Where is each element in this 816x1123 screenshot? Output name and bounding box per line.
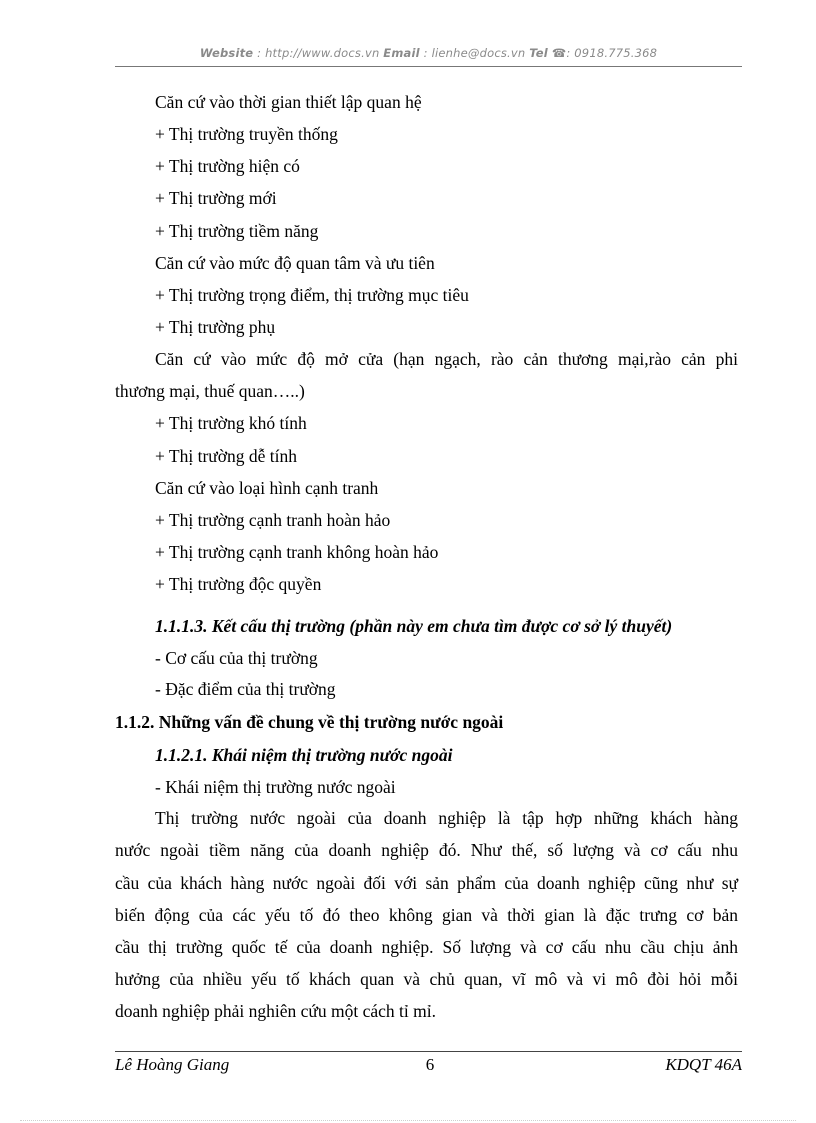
footer-class-code: KDQT 46A	[665, 1055, 742, 1074]
paragraph-line: Thị trường nước ngoài của doanh nghiệp là tập hợp những khách hàng	[155, 808, 738, 828]
page-header	[115, 46, 742, 60]
list-item: + Thị trường phụ	[155, 317, 276, 337]
list-item: + Thị trường khó tính	[155, 413, 307, 433]
paragraph-line: hưởng của nhiều yếu tố khách quan và chủ quan, vĩ mô và vi mô đòi hỏi mỗi	[115, 969, 738, 989]
paragraph-line: cầu thị trường quốc tế của doanh nghiệp. Số lượng và cơ cấu nhu cầu chịu ảnh	[115, 937, 738, 957]
list-item: + Thị trường hiện có	[155, 156, 300, 176]
list-item: + Thị trường dễ tính	[155, 446, 298, 466]
section-heading-1-1-2: 1.1.2. Những vấn đề chung về thị trường nước ngoài	[115, 712, 504, 732]
list-item: - Khái niệm thị trường nước ngoài	[155, 777, 396, 797]
page-number: 6	[425, 1055, 435, 1074]
paragraph-line: cầu của khách hàng nước ngoài đối với sản phẩm của doanh nghiệp cũng như sự	[115, 873, 738, 893]
website-label: Website	[199, 46, 254, 60]
tel-label: Tel	[529, 46, 548, 60]
list-item: + Thị trường truyền thống	[155, 124, 338, 144]
list-item: + Thị trường cạnh tranh không hoàn hảo	[155, 542, 439, 562]
section-heading-1-1-2-1: 1.1.2.1. Khái niệm thị trường nước ngoài	[155, 745, 453, 765]
paragraph-line: thương mại, thuế quan…..)	[115, 381, 305, 401]
email-label: Email	[383, 46, 420, 60]
list-item: + Thị trường trọng điểm, thị trường mục tiêu	[155, 285, 469, 305]
footer-author: Lê Hoàng Giang	[115, 1055, 230, 1074]
website-value: : http://www.docs.vn	[257, 46, 380, 60]
list-item: - Đặc điểm của thị trường	[155, 679, 336, 699]
list-item: - Cơ cấu của thị trường	[155, 648, 318, 668]
list-item: + Thị trường tiềm năng	[155, 221, 319, 241]
paragraph-line: nước ngoài tiềm năng của doanh nghiệp đó. Như thế, số lượng và cơ cấu nhu	[115, 840, 738, 860]
text-line: Căn cứ vào mức độ quan tâm và ưu tiên	[155, 253, 435, 273]
section-heading-1-1-1-3: 1.1.1.3. Kết cấu thị trường (phần này em chưa tìm được cơ sở lý thuyết)	[155, 616, 673, 636]
page-edge-dotted-line	[20, 1120, 796, 1121]
email-value: : lienhe@docs.vn	[423, 46, 526, 60]
footer-divider	[115, 1051, 742, 1052]
text-line: Căn cứ vào loại hình cạnh tranh	[155, 478, 379, 498]
list-item: + Thị trường mới	[155, 188, 277, 208]
paragraph-line: biến động của các yếu tố đó theo không gian và thời gian là đặc trưng cơ bản	[115, 905, 738, 925]
list-item: + Thị trường độc quyền	[155, 574, 322, 594]
paragraph-line: doanh nghiệp phải nghiên cứu một cách tỉ mỉ.	[115, 1001, 437, 1021]
paragraph-line: Căn cứ vào mức độ mở cửa (hạn ngạch, rào cản thương mại,rào cản phi	[155, 349, 738, 369]
header-divider	[115, 66, 742, 67]
list-item: + Thị trường cạnh tranh hoàn hảo	[155, 510, 391, 530]
text-line: Căn cứ vào thời gian thiết lập quan hệ	[155, 92, 422, 112]
tel-value: ☎: 0918.775.368	[551, 46, 658, 60]
